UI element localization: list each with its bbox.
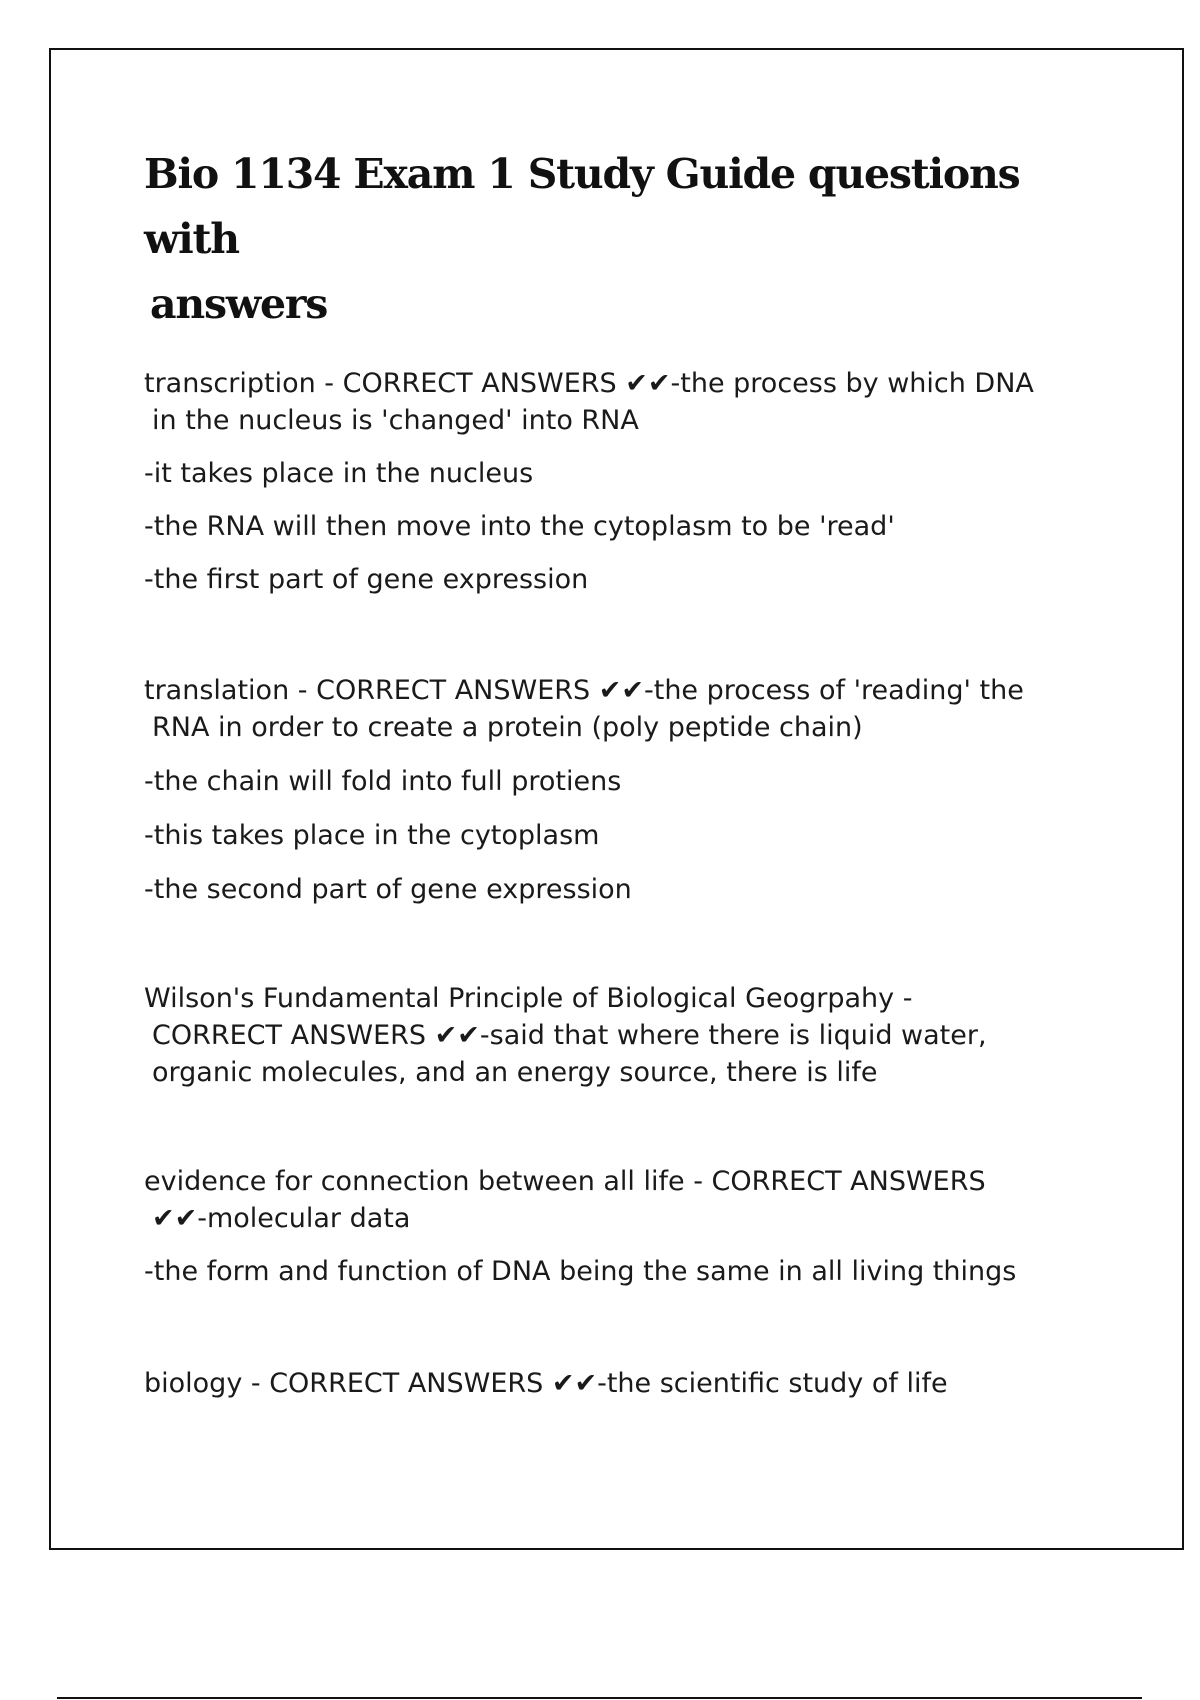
qa-detail: -the RNA will then move into the cytoplasm to be 'read' <box>144 511 895 542</box>
qa-line: ✔✔-molecular data <box>152 1203 411 1234</box>
qa-item-transcription <box>144 365 1104 598</box>
document-title <box>144 142 1074 337</box>
qa-line: biology - CORRECT ANSWERS ✔✔-the scientific study of life <box>144 1368 948 1399</box>
qa-detail: -the form and function of DNA being the same in all living things <box>144 1256 1017 1287</box>
title-line-2: answers <box>150 280 328 328</box>
qa-line: translation - CORRECT ANSWERS ✔✔-the process of 'reading' the <box>144 675 1024 706</box>
qa-line: RNA in order to create a protein (poly peptide chain) <box>152 712 863 743</box>
qa-line: evidence for connection between all life - CORRECT ANSWERS <box>144 1166 986 1197</box>
qa-item-translation <box>144 672 1104 908</box>
qa-item-wilsons-principle <box>144 980 1104 1091</box>
qa-detail: -this takes place in the cytoplasm <box>144 820 600 851</box>
qa-question-answer <box>144 1163 1104 1237</box>
qa-detail: -it takes place in the nucleus <box>144 458 534 489</box>
qa-line: organic molecules, and an energy source, there is life <box>152 1057 878 1088</box>
qa-line: Wilson's Fundamental Principle of Biological Geogrpahy - <box>144 983 913 1014</box>
qa-detail: -the chain will fold into full protiens <box>144 766 622 797</box>
qa-line: CORRECT ANSWERS ✔✔-said that where there is liquid water, <box>152 1020 987 1051</box>
qa-line: in the nucleus is 'changed' into RNA <box>152 405 639 436</box>
qa-question-answer <box>144 672 1104 746</box>
footer-divider <box>57 1697 1142 1699</box>
qa-item-evidence-connection <box>144 1163 1104 1290</box>
qa-detail: -the first part of gene expression <box>144 564 589 595</box>
qa-line: transcription - CORRECT ANSWERS ✔✔-the process by which DNA <box>144 368 1034 399</box>
qa-item-biology <box>144 1365 1104 1402</box>
qa-question-answer <box>144 980 1104 1091</box>
qa-question-answer <box>144 365 1104 439</box>
title-line-1: Bio 1134 Exam 1 Study Guide questions with <box>144 150 1020 263</box>
qa-question-answer <box>144 1365 1104 1402</box>
qa-detail: -the second part of gene expression <box>144 874 632 905</box>
